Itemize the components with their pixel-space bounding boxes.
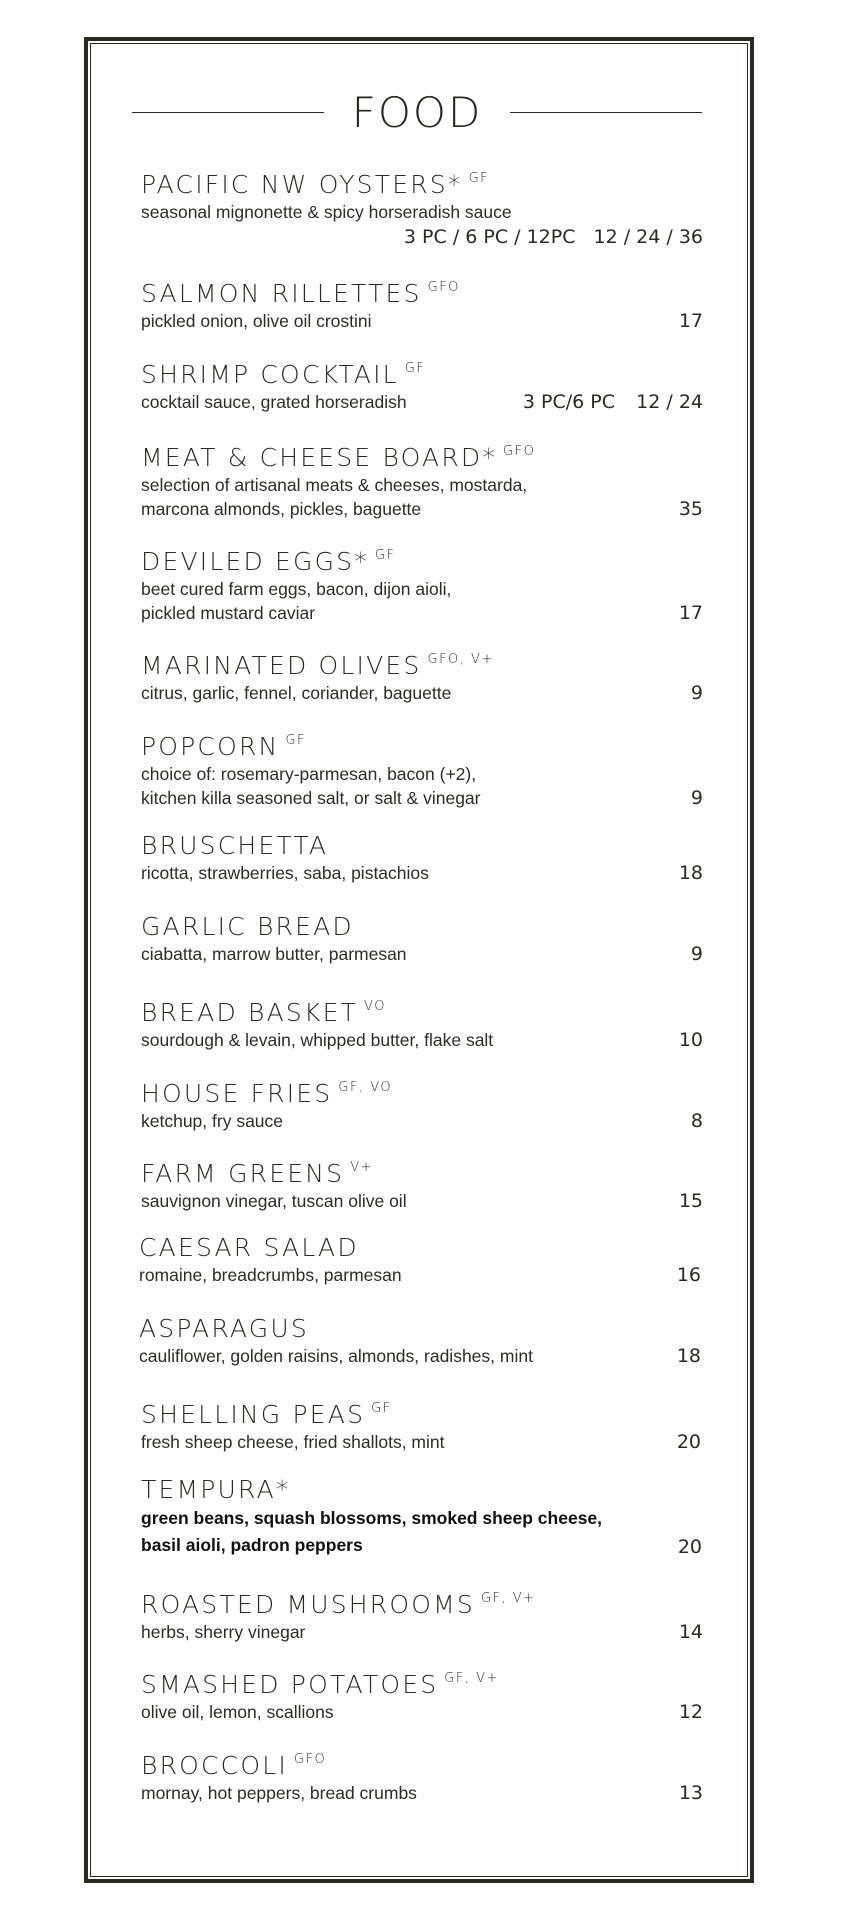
- item-price: 8: [690, 1110, 703, 1132]
- item-tag: GF: [285, 733, 306, 748]
- item-price: 18: [676, 1345, 701, 1367]
- item-tag: GFO: [293, 1752, 327, 1767]
- item-price: 16: [676, 1264, 701, 1286]
- item-name: DEVILED EGGS* $^{GF}$: [141, 547, 396, 576]
- menu-item-bread-basket: [141, 992, 703, 1052]
- item-tag: GF: [404, 361, 426, 376]
- menu-item-house-fries: [141, 1073, 703, 1133]
- item-name: BROCCOLI $^{GFO}$: [141, 1751, 327, 1780]
- menu-item-smashed-potatoes: [141, 1664, 703, 1724]
- menu-item-salmon-rillettes: [141, 273, 703, 333]
- item-tag: GF, VO: [338, 1080, 393, 1095]
- item-tag: GFO: [503, 444, 536, 459]
- item-description: beet cured farm eggs, bacon, dijon aioli,: [141, 579, 452, 599]
- item-description: fresh sheep cheese, fried shallots, mint: [141, 1432, 445, 1452]
- item-name: BREAD BASKET $^{VO}$: [141, 998, 386, 1027]
- item-price: 17: [678, 310, 703, 332]
- title-left-rule: [132, 112, 324, 114]
- item-tag: GFO: [427, 280, 460, 295]
- item-name: POPCORN $^{GF}$: [141, 732, 306, 761]
- item-name: SHELLING PEAS $^{GF}$: [141, 1400, 392, 1429]
- item-name: BRUSCHETTA: [141, 831, 329, 860]
- item-name: SMASHED POTATOES $^{GF, V+}$: [141, 1670, 499, 1699]
- item-price: 18: [678, 862, 703, 884]
- menu-item-deviled-eggs: [141, 541, 703, 625]
- item-name: MARINATED OLIVES $^{GFO, V+}$: [141, 651, 494, 680]
- item-description: mornay, hot peppers, bread crumbs: [141, 1783, 417, 1803]
- item-price: 35: [678, 498, 703, 520]
- item-description: seasonal mignonette & spicy horseradish sauce: [141, 202, 512, 222]
- menu-item-tempura: [141, 1475, 702, 1559]
- menu-item-bruschetta: [141, 831, 703, 885]
- item-description-line2: pickled mustard caviar: [141, 603, 316, 623]
- item-price: 12 / 24: [636, 391, 703, 413]
- item-description: ketchup, fry sauce: [141, 1111, 284, 1131]
- item-name: MEAT & CHEESE BOARD* $^{GFO}$: [141, 443, 536, 472]
- menu-title: FOOD: [351, 87, 483, 137]
- item-description: herbs, sherry vinegar: [141, 1622, 306, 1642]
- item-price: 9: [690, 787, 703, 809]
- item-tag: GF: [371, 1401, 392, 1416]
- item-description: green beans, squash blossoms, smoked sheep cheese,: [141, 1508, 603, 1528]
- item-price: 20: [676, 1431, 701, 1453]
- item-description: ricotta, strawberries, saba, pistachios: [141, 863, 429, 883]
- item-price: 20: [677, 1536, 702, 1558]
- menu-item-meat-cheese-board: [141, 437, 703, 521]
- item-description: selection of artisanal meats & cheeses, mostarda,: [141, 475, 528, 495]
- item-description: cocktail sauce, grated horseradish: [141, 392, 407, 412]
- item-name: ROASTED MUSHROOMS $^{GF, V+}$: [141, 1590, 536, 1619]
- item-tag: V+: [350, 1160, 373, 1175]
- item-name: FARM GREENS $^{V+}$: [141, 1159, 373, 1188]
- menu-item-marinated-olives: [141, 645, 703, 705]
- item-count: 3 PC/6 PC: [522, 391, 615, 413]
- item-tag: GFO, V+: [427, 652, 494, 667]
- menu-item-oysters: [141, 164, 703, 250]
- item-name: GARLIC BREAD: [141, 912, 354, 941]
- item-price: 9: [690, 682, 703, 704]
- item-name: PACIFIC NW OYSTERS* $^{GF}$: [141, 170, 490, 199]
- item-tag: GF, V+: [444, 1671, 499, 1686]
- item-tag: GF, V+: [480, 1591, 536, 1606]
- item-description: ciabatta, marrow butter, parmesan: [141, 944, 407, 964]
- item-description: sauvignon vinegar, tuscan olive oil: [141, 1191, 407, 1211]
- oyster-pricing: [141, 224, 703, 250]
- menu-item-garlic-bread: [141, 912, 703, 966]
- item-price: 17: [678, 602, 703, 624]
- item-description: pickled onion, olive oil crostini: [141, 311, 372, 331]
- item-price: 10: [678, 1029, 703, 1051]
- item-price: 12 / 24 / 36: [593, 226, 703, 248]
- item-name: TEMPURA*: [141, 1475, 291, 1504]
- item-price: 13: [678, 1782, 703, 1804]
- item-description: citrus, garlic, fennel, coriander, baguette: [141, 683, 452, 703]
- menu-title-row: [132, 85, 702, 140]
- menu-item-broccoli: [141, 1745, 703, 1805]
- item-price: 14: [678, 1621, 703, 1643]
- item-name: CAESAR SALAD: [139, 1233, 359, 1262]
- item-price: 12: [678, 1701, 703, 1723]
- menu-item-shelling-peas: [141, 1394, 701, 1454]
- item-description-line2: basil aioli, padron peppers: [141, 1535, 363, 1555]
- item-name: SALMON RILLETTES $^{GFO}$: [141, 279, 460, 308]
- item-price: 15: [678, 1190, 703, 1212]
- menu-item-caesar-salad: [139, 1233, 701, 1287]
- item-name: SHRIMP COCKTAIL $^{GF}$: [141, 360, 426, 389]
- title-right-rule: [510, 112, 702, 114]
- menu-item-popcorn: [141, 726, 703, 810]
- item-tag: GF: [468, 171, 490, 186]
- item-count: 3 PC / 6 PC / 12PC: [403, 226, 576, 248]
- item-description: romaine, breadcrumbs, parmesan: [139, 1265, 402, 1285]
- item-tag: GF: [374, 548, 396, 563]
- item-name: HOUSE FRIES $^{GF, VO}$: [141, 1079, 393, 1108]
- item-description-line2: marcona almonds, pickles, baguette: [141, 499, 422, 519]
- item-price: 9: [690, 943, 703, 965]
- item-description: sourdough & levain, whipped butter, flake salt: [141, 1030, 494, 1050]
- menu-item-roasted-mushrooms: [141, 1584, 703, 1644]
- item-description: cauliflower, golden raisins, almonds, radishes, mint: [139, 1346, 533, 1366]
- item-tag: VO: [364, 999, 386, 1014]
- item-description: olive oil, lemon, scallions: [141, 1702, 334, 1722]
- item-name: ASPARAGUS: [139, 1314, 309, 1343]
- menu-item-farm-greens: [141, 1153, 703, 1213]
- menu-item-shrimp-cocktail: [141, 354, 703, 414]
- menu-item-asparagus: [139, 1314, 701, 1368]
- item-description-line2: kitchen killa seasoned salt, or salt & vinegar: [141, 788, 481, 808]
- item-description: choice of: rosemary-parmesan, bacon (+2),: [141, 764, 477, 784]
